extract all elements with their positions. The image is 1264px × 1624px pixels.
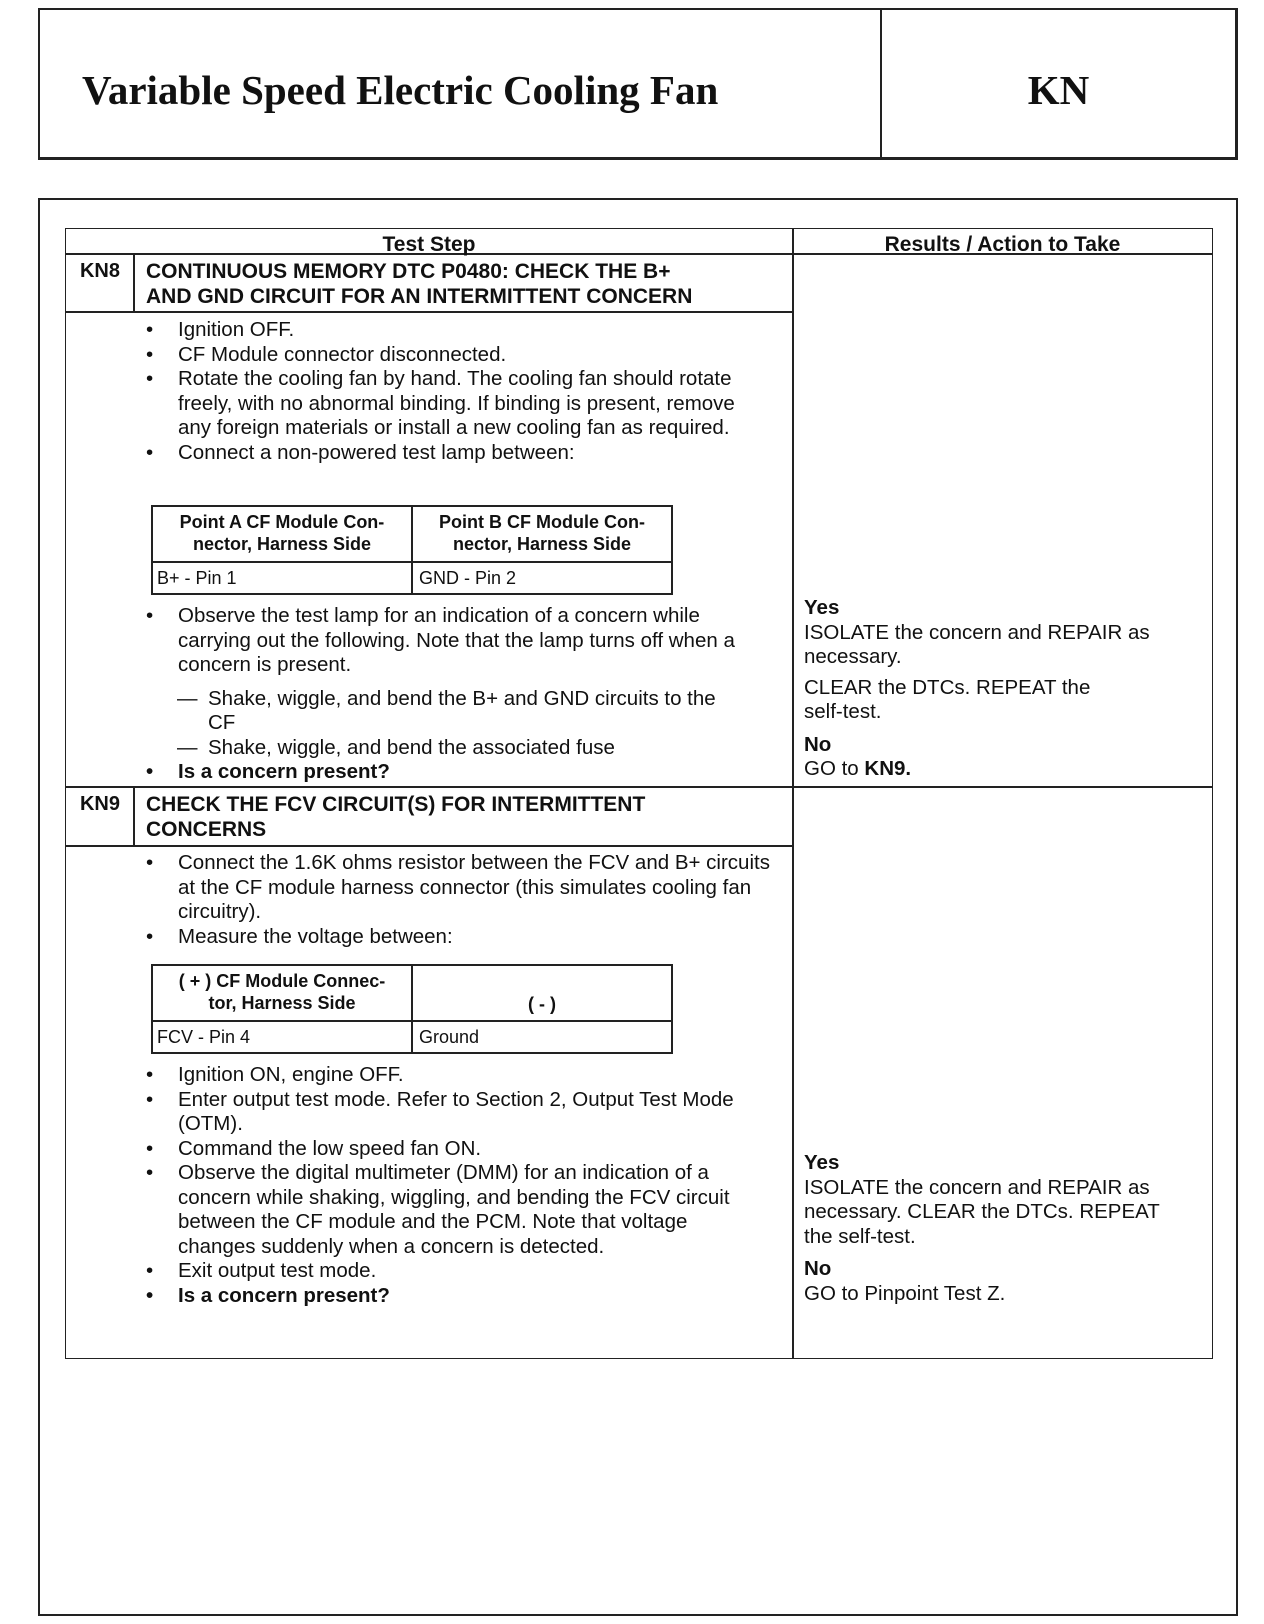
- subtable-cell: GND - Pin 2: [419, 568, 517, 588]
- kn9-results: [804, 1151, 1204, 1306]
- kn8-test-points-table: [151, 505, 673, 595]
- list-item: • Observe the test lamp for an indication of a concern while carrying out the following. Note that the lamp turns off when a concern is present.: [146, 604, 768, 678]
- list-item: • Enter output test mode. Refer to Section 2, Output Test Mode (OTM).: [146, 1088, 768, 1137]
- step-title-line: CONCERNS: [146, 818, 267, 841]
- step-title-line: CHECK THE FCV CIRCUIT(S) FOR INTERMITTENT: [146, 793, 646, 816]
- list-item: • Exit output test mode.: [146, 1259, 796, 1284]
- yes-action: ISOLATE the concern and REPAIR as necessary.: [804, 620, 1150, 668]
- column-header-test-step: Test Step: [382, 233, 476, 256]
- subtable-header: [153, 511, 411, 555]
- kn9-measurement-table: [151, 964, 673, 1054]
- page-header: [38, 8, 1238, 160]
- sub-list-item: [146, 687, 748, 736]
- question: • Is a concern present?: [146, 760, 796, 785]
- kn9-title-divider: [66, 845, 792, 847]
- subtable-header-line: Point A CF Module Con-: [179, 512, 385, 532]
- no-action-text: GO to: [804, 757, 859, 780]
- subtable-cell: Ground: [419, 1027, 480, 1047]
- question: • Is a concern present?: [146, 1284, 796, 1309]
- step-id-kn9: KN9: [79, 793, 120, 815]
- step-id-kn8: KN8: [79, 260, 120, 282]
- subtable-header-line: ( + ) CF Module Connec-: [178, 971, 386, 991]
- yes-label: Yes: [804, 596, 840, 619]
- list-item: • Observe the digital multimeter (DMM) for an indication of a concern while shaking, wiggling, and bending the FCV circuit between the CF module and the PCM. Note that voltage changes suddenly when a concern is detected.: [146, 1161, 768, 1259]
- subtable-header-line: nector, Harness Side: [452, 534, 632, 554]
- column-header-results: Results / Action to Take: [884, 233, 1121, 256]
- subtable-header: [153, 970, 411, 1014]
- dash-marker: —: [177, 686, 198, 710]
- yes-action: ISOLATE the concern and REPAIR as necessary. CLEAR the DTCs. REPEAT the self-test.: [804, 1175, 1160, 1248]
- step-reference: KN9.: [864, 757, 912, 780]
- sub-list-text: Shake, wiggle, and bend the B+ and GND circuits to the CF: [208, 686, 716, 734]
- subtable-header: [413, 511, 671, 555]
- yes-label: Yes: [804, 1151, 840, 1174]
- yes-action: CLEAR the DTCs. REPEAT the self-test.: [804, 675, 1091, 723]
- test-step-table: [65, 228, 1213, 1359]
- subtable-header-line: tor, Harness Side: [208, 993, 356, 1013]
- no-action: [804, 757, 1204, 782]
- no-action: GO to Pinpoint Test Z.: [804, 1281, 1006, 1305]
- subtable-header: ( - ): [528, 994, 556, 1014]
- subtable-cell: B+ - Pin 1: [157, 568, 237, 588]
- subtable-divider: [153, 1020, 671, 1022]
- list-item: • Connect the 1.6K ohms resistor between the FCV and B+ circuits at the CF module harness connector (this simulates cooling fan circuitry).: [146, 851, 778, 925]
- step-divider: [66, 786, 1212, 788]
- step-title-kn8: [146, 259, 692, 309]
- list-item: • Ignition OFF.: [146, 318, 796, 343]
- step-title-line: AND GND CIRCUIT FOR AN INTERMITTENT CONCERN: [146, 285, 693, 308]
- list-item: • CF Module connector disconnected.: [146, 343, 796, 368]
- sub-list-item: [146, 736, 796, 761]
- step-title-line: CONTINUOUS MEMORY DTC P0480: CHECK THE B+: [146, 260, 671, 283]
- sub-list-text: Shake, wiggle, and bend the associated fuse: [208, 735, 615, 759]
- list-item: • Command the low speed fan ON.: [146, 1137, 796, 1162]
- dash-marker: —: [177, 735, 198, 759]
- list-item: • Connect a non-powered test lamp between:: [146, 441, 796, 466]
- kn8-instructions-a: [146, 318, 796, 465]
- no-label: No: [804, 1257, 832, 1280]
- no-label: No: [804, 732, 832, 756]
- kn9-instructions-b: [146, 1063, 796, 1308]
- kn8-title-divider: [66, 311, 792, 313]
- subtable-header-line: Point B CF Module Con-: [439, 512, 645, 532]
- list-item: • Measure the voltage between:: [146, 925, 796, 950]
- kn8-instructions-b: [146, 604, 796, 785]
- page-title: Variable Speed Electric Cooling Fan: [82, 67, 719, 113]
- section-code: KN: [1027, 67, 1090, 113]
- list-item: • Ignition ON, engine OFF.: [146, 1063, 796, 1088]
- subtable-cell: FCV - Pin 4: [157, 1027, 251, 1047]
- subtable-divider: [153, 561, 671, 563]
- kn8-results: [804, 596, 1204, 782]
- subtable-header-line: nector, Harness Side: [192, 534, 372, 554]
- list-item: • Rotate the cooling fan by hand. The cooling fan should rotate freely, with no abnormal binding. If binding is present, remove any foreign materials or install a new cooling fan as required.: [146, 367, 746, 441]
- step-title-kn9: [146, 792, 645, 842]
- kn9-instructions-a: [146, 851, 796, 949]
